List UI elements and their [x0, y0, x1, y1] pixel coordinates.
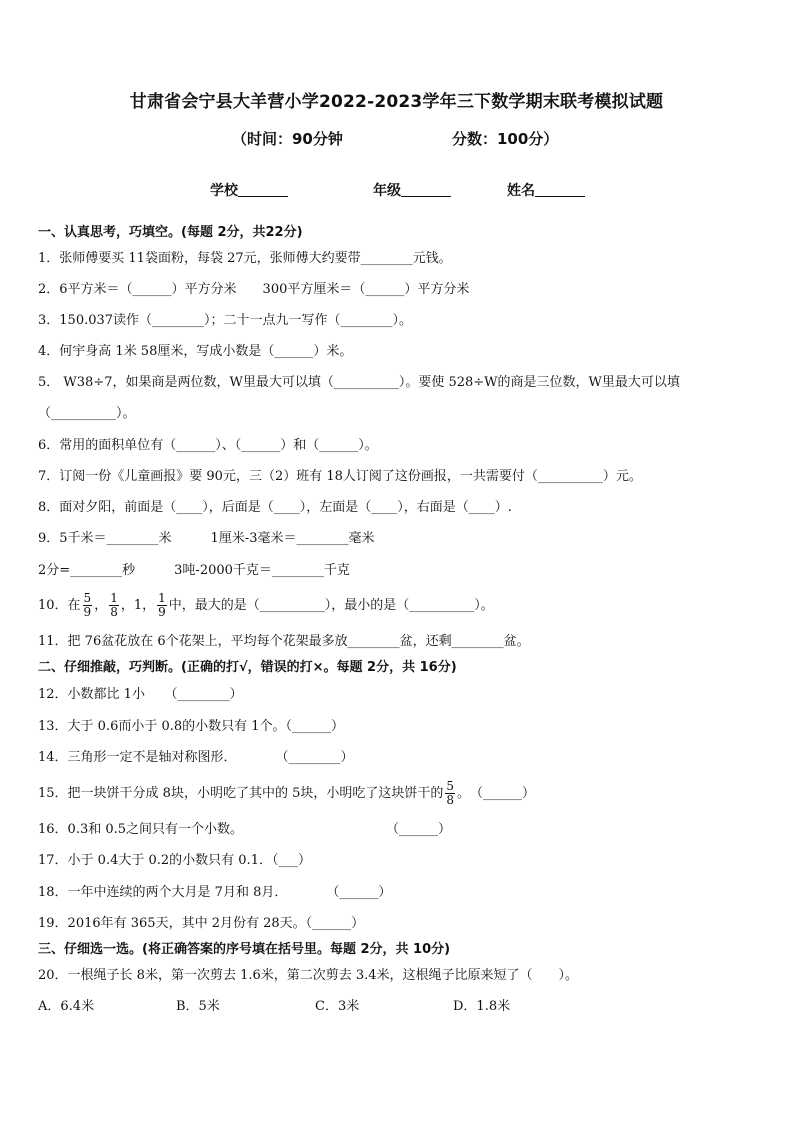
question-7: 7．订阅一份《儿童画报》要 90元，三（2）班有 18人订阅了这份画报，一共需要付（__________）元。: [38, 469, 642, 484]
fraction-5-8: [445, 780, 455, 807]
question-4: 4．何宇身高 1米 58厘米，写成小数是（______）米。: [38, 344, 353, 359]
grade-blank[interactable]: [401, 182, 451, 197]
question-17: 17．小于 0.4大于 0.2的小数只有 0.1．（___）: [38, 853, 311, 868]
fraction-1-8: [109, 592, 119, 619]
question-15-suffix: 。 （______）: [457, 786, 536, 801]
option-b: B．5米: [176, 999, 220, 1014]
question-8: 8．面对夕阳，前面是（____），后面是（____），左面是（____），右面是（____）.: [38, 500, 512, 515]
question-20: 20．一根绳子长 8米，第一次剪去 1.6米，第二次剪去 3.4米，这根绳子比原来短了（ ）。: [38, 968, 579, 983]
question-12: 12．小数都比 1小 （________）: [38, 687, 243, 702]
fraction-denominator: 8: [110, 605, 118, 619]
grade-field: [373, 180, 451, 202]
question-11: 11．把 76盆花放在 6个花架上，平均每个花架最多放________盆，还剩________盆。: [38, 634, 530, 649]
option-d: D．1.8米: [453, 999, 511, 1014]
exam-time: （时间：90分钟: [232, 130, 343, 148]
separator: ，: [94, 598, 108, 613]
exam-title: 甘肃省会宁县大羊营小学2022-2023学年三下数学期末联考模拟试题: [129, 92, 664, 112]
name-blank[interactable]: [535, 182, 585, 197]
fraction-numerator: 1: [158, 591, 166, 605]
option-a: A．6.4米: [38, 999, 95, 1014]
question-5-line-2: （__________）。: [38, 406, 136, 421]
fraction-denominator: 8: [446, 793, 454, 807]
exam-score: 分数：100分）: [452, 130, 559, 148]
question-1: 1．张师傅要买 11袋面粉，每袋 27元，张师傅大约要带________元钱。: [38, 251, 452, 266]
exam-info: [0, 128, 793, 150]
question-16: 16．0.3和 0.5之间只有一个小数。 （______）: [38, 822, 452, 837]
school-label: 学校: [210, 183, 238, 199]
question-13: 13．大于 0.6而小于 0.8的小数只有 1个。（______）: [38, 719, 345, 734]
question-10: [38, 588, 494, 624]
section-heading-1: 一、认真思考，巧填空。(每题 2分，共22分): [38, 225, 303, 240]
question-6: 6．常用的面积单位有（______）、（______）和（______）。: [38, 438, 378, 453]
school-blank[interactable]: [238, 182, 288, 197]
question-19: 19．2016年有 365天，其中 2月份有 28天。（______）: [38, 916, 365, 931]
question-5-line-1: 5． W38÷7，如果商是两位数，W里最大可以填（__________）。要使 528÷W的商是三位数，W里最大可以填: [38, 375, 680, 390]
fraction-numerator: 1: [110, 591, 118, 605]
question-10-suffix: 中，最大的是（__________），最小的是（__________）。: [168, 598, 494, 613]
grade-label: 年级: [373, 183, 401, 199]
fraction-denominator: 9: [158, 605, 166, 619]
question-9-line-2: 2分=________秒 3吨-2000千克＝________千克: [38, 563, 350, 578]
question-3: 3．150.037读作（________）；二十一点九一写作（________）。: [38, 313, 413, 328]
question-15-prefix: 15．把一块饼干分成 8块，小明吃了其中的 5块，小明吃了这块饼干的: [38, 786, 444, 801]
separator: ，1，: [120, 598, 156, 613]
question-2: 2．6平方米＝（______）平方分米 300平方厘米＝（______）平方分米: [38, 282, 470, 297]
question-14: 14．三角形一定不是轴对称图形． （________）: [38, 750, 354, 765]
section-heading-2: 二、仔细推敲，巧判断。(正确的打√，错误的打×。每题 2分，共 16分): [38, 660, 457, 675]
question-15: [38, 776, 535, 812]
question-9-line-1: 9．5千米＝________米 1厘米-3毫米＝________毫米: [38, 531, 375, 546]
name-field: [507, 180, 585, 202]
fraction-numerator: 5: [446, 779, 454, 793]
question-10-prefix: 10．在: [38, 598, 81, 613]
fraction-numerator: 5: [83, 591, 92, 605]
fraction-denominator: 9: [83, 605, 92, 619]
option-c: C．3米: [315, 999, 360, 1014]
section-heading-3: 三、仔细选一选。(将正确答案的序号填在括号里。每题 2分，共 10分): [38, 942, 451, 957]
question-18: 18．一年中连续的两个大月是 7月和 8月． （______）: [38, 885, 392, 900]
school-field: [210, 180, 288, 202]
fraction-5-9: [83, 592, 93, 619]
name-label: 姓名: [507, 183, 535, 199]
fraction-1-9: [157, 592, 167, 619]
